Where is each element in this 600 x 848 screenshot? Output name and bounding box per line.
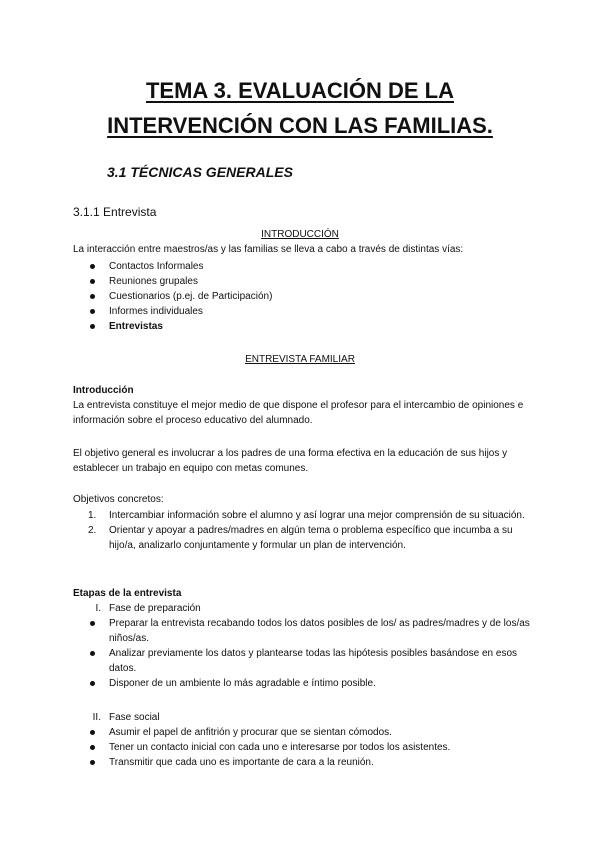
list-item: Contactos Informales [88,259,272,274]
document-title-line1: TEMA 3. EVALUACIÓN DE LA [145,78,454,103]
objetivo-general-text: El objetivo general es involucrar a los padres de una forma efectiva en la educación de sus hijos y establecer un trabajo en equipo con metas comunes. [73,448,508,474]
objetivos-list [88,508,528,553]
list-item: Analizar previamente los datos y plantearse todas las hipótesis posibles basándose en esos datos. [88,646,533,676]
intro-heading: INTRODUCCIÓN [261,229,339,240]
fase-preparacion-list [88,616,533,691]
introduccion-label: Introducción [73,385,134,396]
list-item: Asumir el papel de anfitrión y procurar que se sientan cómodos. [88,725,533,740]
list-item: Tener un contacto inicial con cada uno e interesarse por todos los asistentes. [88,740,533,755]
list-item: Reuniones grupales [88,274,272,289]
list-item: 1. Intercambiar información sobre el alumno y así lograr una mejor comprensión de su situación. [88,510,525,521]
vias-list [88,259,272,334]
document-title-line2: INTERVENCIÓN CON LAS FAMILIAS. [107,113,493,138]
list-item: 2. Orientar y apoyar a padres/madres en algún tema o problema específico que incumba a su hijo/a, analizarlo conjuntamente y formular un plan de intervención. [88,525,513,551]
objetivos-label: Objetivos concretos: [73,494,164,505]
etapas-label: Etapas de la entrevista [73,588,182,599]
entrevista-familiar-heading: ENTREVISTA FAMILIAR [245,354,355,365]
list-item: Cuestionarios (p.ej. de Participación) [88,289,272,304]
list-item: Transmitir que cada uno es importante de cara a la reunión. [88,755,533,770]
intro-text: La interacción entre maestros/as y las familias se lleva a cabo a través de distintas vías: [73,244,464,255]
list-item: Disponer de un ambiente lo más agradable e íntimo posible. [88,676,533,691]
document-page: TEMA 3. EVALUACIÓN DE LA INTERVENCIÓN CON LAS FAMILIAS. 3.1 TÉCNICAS GENERALES 3.1.1 Entrevista INTRODUCCIÓN La interacción entre maestros/as y las familias se lleva a cabo a través de distintas vías: Contactos Informales Reuniones grupales Cuestionarios (p.ej. de Participación) Informes individuales Entrevistas ENTREVISTA FAMILIAR Introducción La entrevista constituye el mejor medio de que dispone el profesor para el intercambio de opiniones e información sobre el proceso educativo del alumnado. El objetivo general es involucrar a los padres de una forma efectiva en la educación de sus hijos y establecer un trabajo en equipo con metas comunes. Objetivos concretos: 1. Intercambiar información sobre el alumno y así lograr una mejor comprensión de su situación. 2. Orientar y apoyar a padres/madres en algún tema o problema específico que incumba a su hijo/a, analizarlo conjuntamente y formular un plan de intervención. Etapas de la entrevista I. Fase de preparación Preparar la entrevista recabando todos los datos posibles de los/ as padres/madres y de los/as niños/as. Analizar previamente los datos y plantearse todas las hipótesis posibles basándose en esos datos. Disponer de un ambiente lo más agradable e íntimo posible. II. Fase social Asumir el papel de anfitrión y procurar que se sientan cómodos. Tener un contacto inicial con cada uno e interesarse por todos los asistentes. Transmitir que cada uno es importante de cara a la reunión. [0,0,600,848]
list-item: Preparar la entrevista recabando todos los datos posibles de los/ as padres/madres y de los/as niños/as. [88,616,533,646]
subsection-heading: 3.1.1 Entrevista [73,205,157,219]
introduccion-text: La entrevista constituye el mejor medio de que dispone el profesor para el intercambio de opiniones e información sobre el proceso educativo del alumnado. [73,400,524,426]
list-item: Entrevistas [88,319,272,334]
section-heading: 3.1 TÉCNICAS GENERALES [107,164,293,180]
list-item: Informes individuales [88,304,272,319]
fase-social-list [88,725,533,770]
